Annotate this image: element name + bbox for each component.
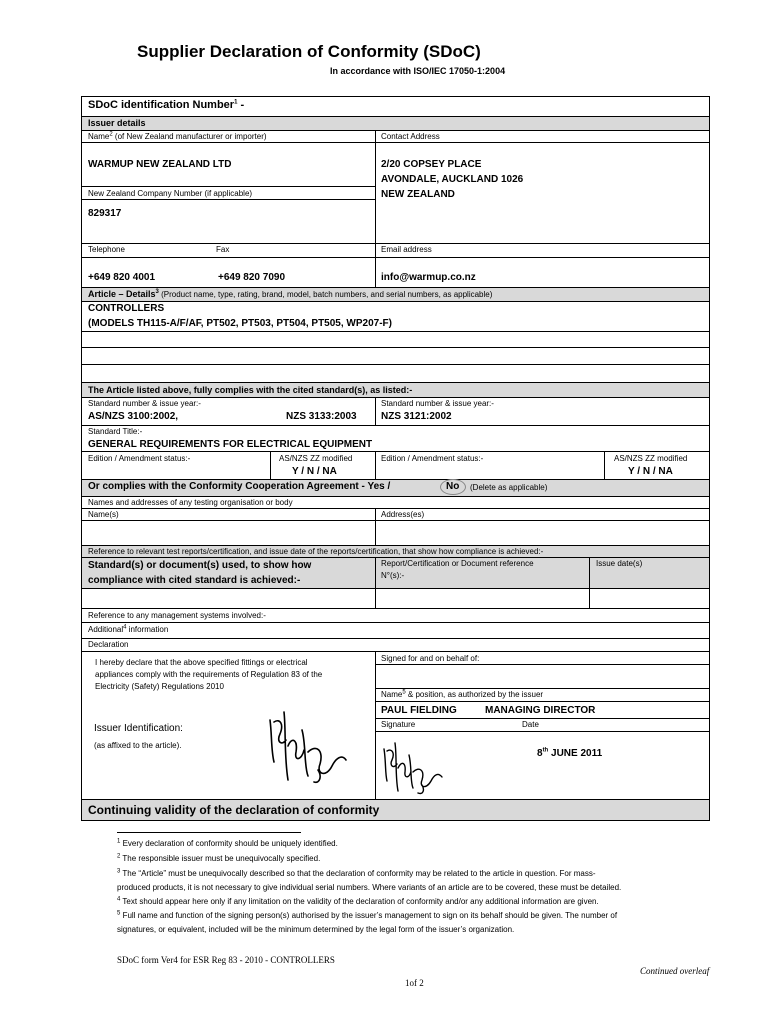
rule [81, 425, 710, 426]
telephone-label: Telephone [88, 245, 125, 254]
rule [375, 508, 376, 545]
footnote-3-cont [117, 883, 621, 892]
page-title: Supplier Declaration of Conformity (SDoC) [137, 42, 481, 61]
mgmt-systems-label: Reference to any management systems involved:- [88, 611, 266, 620]
std-left-value-2: NZS 3133:2003 [286, 411, 357, 422]
declaration-line-2: appliances comply with the requirements of Regulation 83 of the [95, 670, 323, 679]
rule [81, 331, 710, 332]
date-day: 8 [537, 748, 543, 759]
rule [81, 301, 710, 302]
rule [81, 557, 710, 558]
rule [604, 451, 605, 479]
footnote-separator [117, 832, 301, 833]
declaration-line-1: I hereby declare that the above specified fittings or electrical [95, 658, 308, 667]
footnote-num: 2 [117, 853, 121, 860]
std-right-value: NZS 3121:2002 [381, 411, 452, 422]
rule [81, 608, 710, 609]
std-left-value-1: AS/NZS 3100:2002, [88, 411, 179, 422]
conformity-no: No [446, 481, 460, 492]
page-number: 1of 2 [405, 978, 424, 988]
rule [81, 397, 710, 398]
footnote-text: Text should appear here only if any limitation on the validity of the declaration of conformity and/or any additional information are given. [122, 897, 599, 906]
rule [375, 718, 710, 719]
rule [81, 364, 710, 365]
footnote-text: Every declaration of conformity should be uniquely identified. [122, 839, 338, 848]
standards-used-line-1: Standard(s) or document(s) used, to show how [88, 560, 312, 571]
rule [270, 451, 271, 479]
std-title-value: GENERAL REQUIREMENTS FOR ELECTRICAL EQUIPMENT [88, 439, 373, 450]
asnzs-modified-left: AS/NZS ZZ modified [279, 454, 353, 463]
sdoc-id-suffix: - [237, 99, 245, 111]
name-label-text: Name [88, 132, 110, 141]
additional-info-label [88, 625, 168, 634]
rule [81, 451, 710, 452]
addresses-label: Address(es) [381, 510, 425, 519]
date-value [537, 748, 602, 759]
standards-used-line-2: compliance with cited standard is achieved:- [88, 575, 301, 586]
delete-applicable: (Delete as applicable) [470, 483, 548, 492]
ynna-right: Y / N / NA [628, 466, 673, 477]
form-reference: SDoC form Ver4 for ESR Reg 83 - 2010 - CONTROLLERS [117, 955, 335, 965]
report-ref-line-1: Report/Certification or Document reference [381, 559, 534, 568]
email-value: info@warmup.co.nz [381, 272, 476, 283]
company-number-value: 829317 [88, 208, 122, 219]
rule [81, 588, 710, 589]
ynna-left: Y / N / NA [292, 466, 337, 477]
std-title-label: Standard Title:- [88, 427, 143, 436]
name-label-rest: (of New Zealand manufacturer or importer) [112, 132, 267, 141]
fax-label: Fax [216, 245, 230, 254]
rule [375, 557, 376, 608]
issuer-identification-label: Issuer Identification: [94, 723, 183, 734]
footnote-1 [117, 839, 338, 848]
email-label: Email address [381, 245, 432, 254]
rule [375, 688, 710, 689]
names-label: Name(s) [88, 510, 119, 519]
rule [81, 243, 710, 244]
rule [375, 701, 710, 702]
continued-overleaf: Continued overleaf [640, 966, 710, 976]
footnote-4 [117, 897, 599, 906]
footnote-5 [117, 911, 617, 920]
rule [81, 496, 710, 497]
asnzs-modified-right: AS/NZS ZZ modified [614, 454, 688, 463]
rule [375, 451, 376, 479]
signer-signature [378, 735, 448, 797]
footnote-2 [117, 854, 320, 863]
rule [81, 186, 375, 187]
issuer-details-label: Issuer details [88, 118, 146, 128]
fax-value: +649 820 7090 [218, 272, 286, 283]
date-suffix: th [542, 747, 549, 754]
signer-name: PAUL FIELDING [381, 705, 457, 716]
company-number-label: New Zealand Company Number (if applicable) [88, 189, 253, 198]
footnote-num: 1 [117, 838, 121, 845]
edition-label-left: Edition / Amendment status:- [88, 454, 191, 463]
name-label [88, 132, 267, 141]
sdoc-id-label [88, 99, 244, 111]
article-details-label [88, 289, 492, 299]
name-position-text: Name [381, 690, 403, 699]
rule [81, 130, 710, 131]
footnote-ref: 5 [402, 689, 406, 696]
footnote-ref: 3 [155, 289, 159, 295]
contact-line-1: 2/20 COPSEY PLACE [381, 159, 482, 170]
rule [81, 479, 710, 480]
article-line-2: (MODELS TH115-A/F/AF, PT502, PT503, PT504, PT505, WP207-F) [88, 318, 392, 329]
contact-line-3: NEW ZEALAND [381, 189, 455, 200]
article-label-text: Article – Details [88, 289, 156, 299]
sdoc-id-text: SDoC identification Number [88, 99, 235, 111]
issuer-signature [262, 700, 352, 790]
article-line-1: CONTROLLERS [88, 303, 165, 314]
additional-text: Additional [88, 625, 124, 634]
as-affixed-label: (as affixed to the article). [94, 741, 182, 750]
edition-label-right: Edition / Amendment status:- [381, 454, 484, 463]
footnote-ref: 2 [109, 131, 113, 138]
rule [81, 545, 710, 546]
telephone-value: +649 820 4001 [88, 272, 156, 283]
complies-statement: The Article listed above, fully complies with the cited standard(s), as listed:- [88, 385, 413, 395]
footnote-num: 3 [117, 868, 121, 875]
footnote-5-cont [117, 925, 514, 934]
footnote-text: signatures, or equivalent, included will be the minimum determined by the legal form of the issuer’s organization. [117, 925, 515, 934]
rule [81, 142, 710, 143]
rule [375, 651, 376, 799]
rule [81, 622, 710, 623]
footnote-ref: 1 [234, 99, 238, 106]
footnote-ref: 4 [123, 624, 127, 631]
declaration-label: Declaration [88, 640, 129, 649]
rule [81, 520, 710, 521]
rule [81, 651, 710, 652]
conformity-agreement-text: Or complies with the Conformity Cooperation Agreement - Yes / [88, 481, 391, 492]
name-position-label [381, 690, 543, 699]
rule [589, 557, 590, 608]
page-subtitle: In accordance with ISO/IEC 17050-1:2004 [330, 66, 506, 76]
rule [375, 664, 710, 665]
issuer-name-value: WARMUP NEW ZEALAND LTD [88, 159, 232, 170]
signed-on-behalf-label: Signed for and on behalf of: [381, 654, 480, 663]
article-label-rest: (Product name, type, rating, brand, model, batch numbers, and serial numbers, as applicable) [158, 290, 493, 299]
rule [81, 199, 375, 200]
std-number-label-right: Standard number & issue year:- [381, 399, 494, 408]
footnote-text: The responsible issuer must be unequivocally specified. [122, 854, 321, 863]
issue-dates-label: Issue date(s) [596, 559, 643, 568]
rule [81, 799, 710, 800]
rule [81, 508, 710, 509]
declaration-line-3: Electricity (Safety) Regulations 2010 [95, 682, 224, 691]
reference-statement: Reference to relevant test reports/certification, and issue date of the reports/certification, that show how compliance is achieved:- [88, 547, 544, 556]
additional-rest: information [126, 625, 169, 634]
footnote-num: 5 [117, 910, 121, 917]
rule [81, 382, 710, 383]
footnote-text: Full name and function of the signing person(s) authorised by the issuer’s management to sign on its behalf should be given. The number of [122, 911, 618, 920]
report-ref-line-2: N°(s):- [381, 571, 405, 580]
continuing-validity-heading: Continuing validity of the declaration of conformity [88, 803, 380, 817]
date-rest: JUNE 2011 [548, 748, 603, 759]
testing-org-label: Names and addresses of any testing organisation or body [88, 498, 293, 507]
rule [375, 731, 710, 732]
footnote-num: 4 [117, 896, 121, 903]
signer-position: MANAGING DIRECTOR [485, 705, 596, 716]
contact-address-label: Contact Address [381, 132, 440, 141]
name-position-rest: & position, as authorized by the issuer [405, 690, 544, 699]
rule [81, 116, 710, 117]
contact-line-2: AVONDALE, AUCKLAND 1026 [381, 174, 524, 185]
std-number-label-left: Standard number & issue year:- [88, 399, 201, 408]
date-label: Date [522, 720, 539, 729]
rule [81, 638, 710, 639]
rule [81, 257, 710, 258]
rule [375, 397, 376, 425]
signature-label: Signature [381, 720, 416, 729]
rule [81, 347, 710, 348]
footnote-text: produced products, it is not necessary to give individual serial numbers. Where variants of an article are to be covered, these must be detailed. [117, 883, 622, 892]
rule [81, 287, 710, 288]
footnote-text: The “Article” must be unequivocally described so that the declaration of conformity may be related to the article in question. For mass- [122, 869, 596, 878]
footnote-3 [117, 869, 596, 878]
rule [375, 130, 376, 287]
